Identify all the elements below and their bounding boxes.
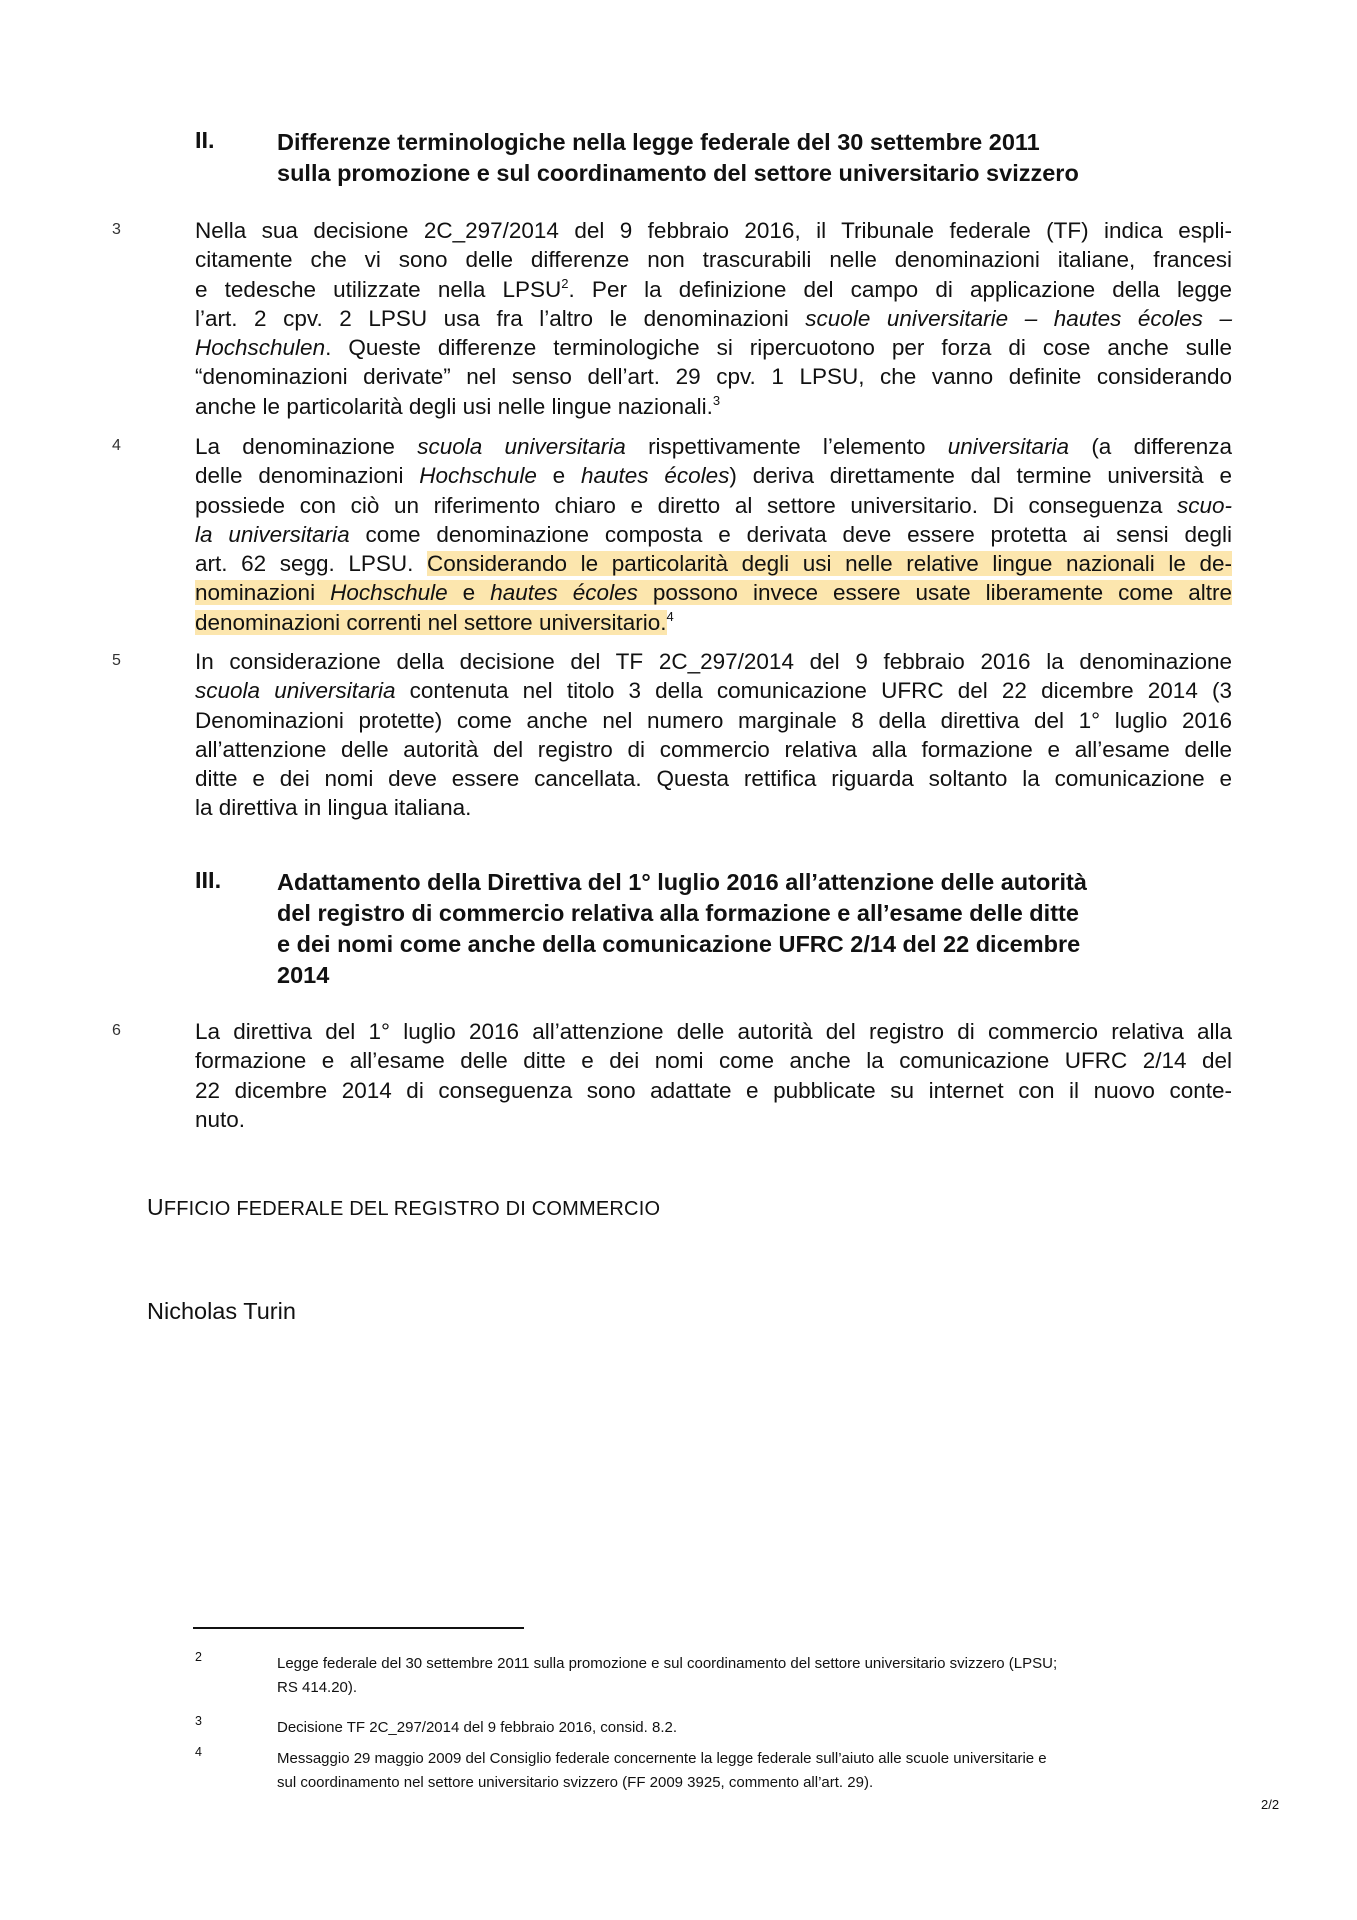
office-name: UFFICIO FEDERALE DEL REGISTRO DI COMMERCIO xyxy=(147,1194,661,1220)
page-number: 2/2 xyxy=(1261,1797,1280,1812)
text-line: Hochschulen. Queste differenze terminologiche si ripercuotono per forza di cose anche sulle xyxy=(195,335,1232,361)
text-line: l’art. 2 cpv. 2 LPSU usa fra l’altro le denominazioni scuole universitarie – hautes écoles – xyxy=(195,305,1232,331)
text-line xyxy=(195,608,1232,637)
footnote-line: Decisione TF 2C_297/2014 del 9 febbraio 2016, consid. 8.2. xyxy=(277,1719,677,1736)
paragraph-4 xyxy=(195,432,1232,637)
text-line: la direttiva in lingua italiana. xyxy=(195,795,472,821)
footnote-ref-4[interactable]: 4 xyxy=(666,608,674,624)
margin-number-4: 4 xyxy=(112,437,121,454)
footnote-4 xyxy=(277,1747,1237,1795)
highlighted-text: Considerando le particolarità degli usi nelle relative lingue nazionali le de- xyxy=(426,551,1232,577)
text-line: ditte e dei nomi deve essere cancellata. Questa rettifica riguarda soltanto la comunicazione e xyxy=(195,766,1232,792)
paragraph-3 xyxy=(195,216,1232,421)
text-line: possiede con ciò un riferimento chiaro e diretto al settore universitario. Di conseguenza scuo- xyxy=(195,492,1232,518)
paragraph-6 xyxy=(195,1017,1232,1134)
text-line: Nella sua decisione 2C_297/2014 del 9 febbraio 2016, il Tribunale federale (TF) indica espli- xyxy=(195,218,1232,243)
footnote-number-4: 4 xyxy=(195,1745,202,1759)
text-line: Denominazioni protette) come anche nel numero marginale 8 della direttiva del 1° luglio 2016 xyxy=(195,707,1232,733)
text-line: all’attenzione delle autorità del registro di commercio relativa alla formazione e all’esame delle xyxy=(195,736,1232,762)
footnote-line: RS 414.20). xyxy=(277,1679,358,1696)
section-2-heading xyxy=(277,127,1237,189)
footnote-separator xyxy=(193,1627,524,1629)
heading-line: Differenze terminologiche nella legge federale del 30 settembre 2011 xyxy=(277,129,1040,155)
text-line: formazione e all’esame delle ditte e dei nomi come anche la comunicazione UFRC 2/14 del xyxy=(195,1048,1232,1074)
footnote-3 xyxy=(277,1716,1237,1740)
footnote-2 xyxy=(277,1652,1237,1700)
text-line: La denominazione scuola universitaria rispettivamente l’elemento universitaria (a differenza xyxy=(195,434,1232,459)
footnote-line: Legge federale del 30 settembre 2011 sulla promozione e sul coordinamento del settore universitario svizzero (LPSU; xyxy=(277,1655,1058,1672)
text-line: 22 dicembre 2014 di conseguenza sono adattate e pubblicate su internet con il nuovo conte- xyxy=(195,1077,1232,1103)
text-line: scuola universitaria contenuta nel titolo 3 della comunicazione UFRC del 22 dicembre 2014 (3 xyxy=(195,678,1232,704)
footnote-ref-3[interactable]: 3 xyxy=(712,392,721,408)
text-line: la universitaria come denominazione composta e derivata deve essere protetta ai sensi degli xyxy=(195,521,1232,547)
text-line: In considerazione della decisione del TF 2C_297/2014 del 9 febbraio 2016 la denominazione xyxy=(195,649,1232,674)
margin-number-3: 3 xyxy=(112,221,121,238)
footnote-line: Messaggio 29 maggio 2009 del Consiglio federale concernente la legge federale sull’aiuto alle scuole universitarie e xyxy=(277,1750,1047,1767)
text-line: La direttiva del 1° luglio 2016 all’attenzione delle autorità del registro di commercio relativa alla xyxy=(195,1019,1232,1044)
heading-line: 2014 xyxy=(277,962,330,988)
footnote-ref-2[interactable]: 2 xyxy=(561,275,569,291)
heading-line: Adattamento della Direttiva del 1° luglio 2016 all’attenzione delle autorità xyxy=(277,869,1087,895)
text-line: art. 62 segg. LPSU. Considerando le particolarità degli usi nelle relative lingue nazionali le de- xyxy=(195,551,1232,577)
footnote-line: sul coordinamento nel settore universitario svizzero (FF 2009 3925, commento all’art. 29). xyxy=(277,1774,874,1791)
section-3-heading xyxy=(277,867,1237,991)
text-line: anche le particolarità degli usi nelle lingue nazionali.$^3$ xyxy=(195,392,721,419)
highlighted-text: denominazioni correnti nel settore universitario. xyxy=(195,609,667,635)
paragraph-5 xyxy=(195,647,1232,823)
heading-line: sulla promozione e sul coordinamento del settore universitario svizzero xyxy=(277,160,1079,186)
highlighted-text: nominazioni Hochschule e hautes écoles possono invece essere usate liberamente come altre xyxy=(195,580,1232,606)
text-line: delle denominazioni Hochschule e hautes écoles) deriva direttamente dal termine università e xyxy=(195,463,1232,489)
text-line xyxy=(195,578,1232,607)
text-line: e tedesche utilizzate nella LPSU$^2$. Per la definizione del campo di applicazione della legge xyxy=(195,275,1232,302)
heading-line: e dei nomi come anche della comunicazione UFRC 2/14 del 22 dicembre xyxy=(277,931,1081,957)
section-3-numeral: III. xyxy=(195,867,222,893)
margin-number-6: 6 xyxy=(112,1022,121,1039)
margin-number-5: 5 xyxy=(112,652,121,669)
heading-line: del registro di commercio relativa alla formazione e all’esame delle ditte xyxy=(277,900,1079,926)
text-line: nuto. xyxy=(195,1106,246,1132)
text-line: “denominazioni derivate” nel senso dell’art. 29 cpv. 1 LPSU, che vanno definite considerando xyxy=(195,364,1232,390)
text-line: citamente che vi sono delle differenze non trascurabili nelle denominazioni italiane, francesi xyxy=(195,247,1232,273)
footnote-number-3: 3 xyxy=(195,1714,202,1728)
footnote-number-2: 2 xyxy=(195,1650,202,1664)
signer-name: Nicholas Turin xyxy=(147,1298,296,1324)
section-2-numeral: II. xyxy=(195,127,215,153)
